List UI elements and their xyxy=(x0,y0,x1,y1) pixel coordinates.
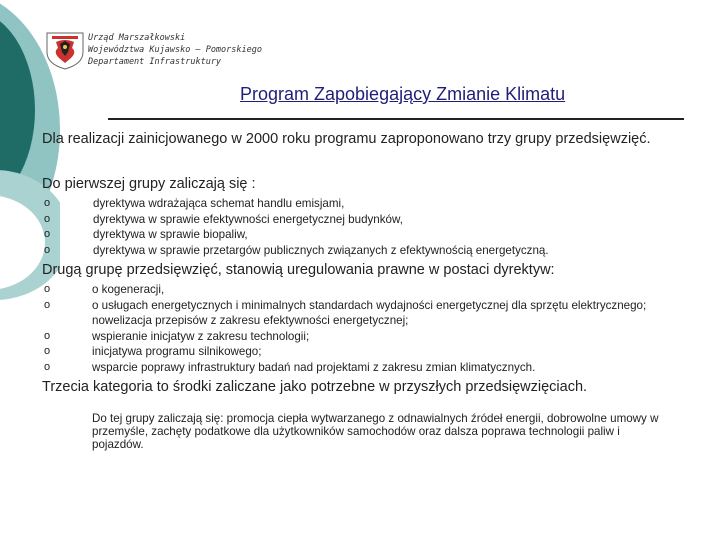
bullet-icon: o xyxy=(44,360,51,373)
bullet-icon: o xyxy=(44,345,51,357)
institution-line-3: Departament Infrastruktury xyxy=(88,57,222,67)
list-item: o dyrektywa w sprawie przetargów publicznych związanych z efektywnością energetyczną. xyxy=(44,243,549,257)
list-item: o o usługach energetycznych i minimalnych standardach wydajności energetycznej dla sprzętu elektrycznego; nowelizacja przepisów z zakresu efektywności energetycznej; xyxy=(44,298,647,327)
list-item: o wsparcie poprawy infrastruktury badań nad projektami z zakresu zmian klimatycznych. xyxy=(44,360,536,374)
group1-list xyxy=(44,196,549,258)
bullet-icon: o xyxy=(44,329,51,342)
bullet-icon: o xyxy=(44,298,51,311)
group2-list xyxy=(44,282,692,375)
group3-heading: Trzecia kategoria to środki zaliczane jako potrzebne w przyszłych przedsięwzięciach. xyxy=(42,379,588,395)
list-item: o dyrektywa w sprawie biopaliw, xyxy=(44,228,248,241)
group3-description: Do tej grupy zaliczają się: promocja ciepła wytwarzanego z odnawialnych źródeł energii, dobrowolne umowy w przemyśle, zachęty podatkowe dla użytkowników samochodów oraz dalsza poprawa technologii paliw i pojazdów. xyxy=(92,412,659,451)
title-divider xyxy=(108,118,684,120)
institution-line-1: Urząd Marszałkowski xyxy=(88,33,186,43)
list-item: o dyrektywa wdrażająca schemat handlu emisjami, xyxy=(44,197,345,210)
bullet-icon: o xyxy=(44,228,51,240)
coat-of-arms-icon xyxy=(44,30,86,70)
group1-heading: Do pierwszej grupy zaliczają się : xyxy=(42,176,256,192)
list-item: o wspieranie inicjatyw z zakresu technologii; xyxy=(44,329,310,343)
list-item: o inicjatywa programu silnikowego; xyxy=(44,345,262,358)
page-title: Program Zapobiegający Zmianie Klimatu xyxy=(240,84,566,104)
institution-line-2: Województwa Kujawsko – Pomorskiego xyxy=(88,45,262,55)
institution-header xyxy=(88,32,262,68)
group2-heading: Drugą grupę przedsięwzięć, stanowią uregulowania prawne w postaci dyrektyw: xyxy=(42,262,555,278)
intro-paragraph: Dla realizacji zainicjowanego w 2000 roku programu zaproponowano trzy grupy przedsięwzięć. xyxy=(42,131,651,147)
list-item: o dyrektywa w sprawie efektywności energetycznej budynków, xyxy=(44,212,403,226)
bullet-icon: o xyxy=(44,283,51,295)
bullet-icon: o xyxy=(44,212,51,225)
list-item: o o kogeneracji, xyxy=(44,283,165,296)
bullet-icon: o xyxy=(44,197,51,209)
bullet-icon: o xyxy=(44,243,51,256)
